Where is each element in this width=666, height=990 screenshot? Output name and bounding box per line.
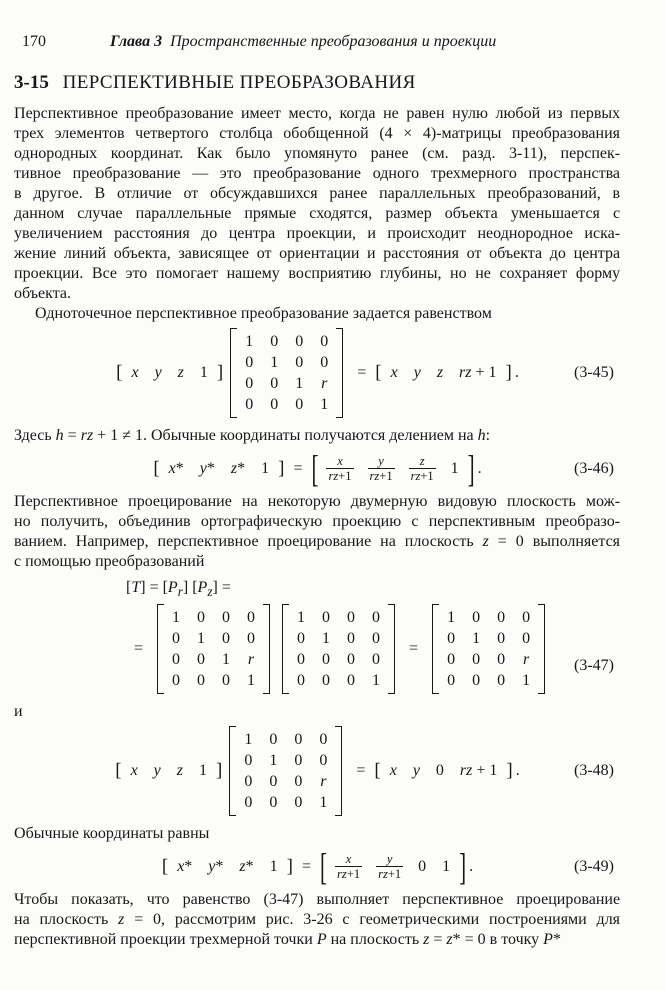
vector-cell: 1 [261, 460, 270, 477]
matrix-cell: 0 [347, 630, 356, 648]
matrix-cell: 0 [319, 731, 328, 749]
text-line: Перспективное проецирование на некоторую двумерную видовую плоскость мож- [14, 493, 621, 510]
matrix-cell: 0 [197, 672, 206, 690]
matrix-bracket-right [335, 726, 342, 816]
matrix-cell: 1 [322, 630, 331, 648]
text-line: объекта. [14, 285, 71, 302]
equals-sign: = [357, 364, 367, 381]
vector-cell: 0 [435, 762, 444, 780]
matrix-cell: 0 [447, 651, 456, 669]
equation-period: . [515, 762, 520, 780]
paragraph-and: и [14, 703, 23, 721]
equation-3-49 [14, 845, 620, 889]
matrix-cell: 0 [269, 773, 278, 791]
matrix-cell: 0 [247, 630, 256, 648]
matrix-cell: 0 [269, 794, 278, 812]
bracket: [ [375, 362, 382, 383]
matrix-cell: 0 [270, 333, 279, 350]
text-line: на плоскость z = 0, рассмотрим рис. 3-26 с геометрическими построениями для [14, 911, 621, 929]
matrix-cell: 0 [322, 672, 331, 690]
matrix-cell: 1 [247, 672, 256, 690]
text-line: данном случае параллельные прямые сходятся, размер объекта уменьшается с [14, 205, 621, 222]
row-vector-rhs [310, 447, 475, 491]
matrix-cell: 0 [347, 609, 356, 627]
matrix-cell: 0 [222, 630, 231, 648]
result-matrix [432, 604, 545, 694]
text-line: трех элементов четвертого столбца обобщенной (4 × 4)-матрицы преобразования [14, 125, 621, 142]
equation-period: . [477, 460, 482, 477]
matrix-cell: 0 [197, 609, 206, 627]
matrix-cell: r [247, 651, 255, 669]
matrix-cell: 0 [472, 651, 481, 669]
text-line: с помощью преобразований [14, 553, 205, 570]
subscript: z [207, 584, 213, 600]
matrix-cell: 0 [172, 630, 181, 648]
matrix-cell: 0 [319, 752, 328, 770]
vector-cell: x [390, 364, 398, 381]
equation-intro-line: $[T] = [P_r] [P_z]$ = [126, 579, 231, 600]
matrix-cell: 0 [295, 354, 304, 371]
chapter-header [110, 32, 496, 52]
matrix-cell: 1 [270, 354, 279, 371]
vector-cell: rz + 1 [459, 762, 498, 780]
matrix-grid [236, 726, 335, 816]
equation-label-3-46: (3-46) [574, 460, 614, 477]
matrix-cell: 0 [372, 630, 381, 648]
transformation-matrix [229, 726, 342, 816]
matrix-cell: 0 [244, 752, 253, 770]
matrix-cell: 1 [197, 630, 206, 648]
matrix-cell: 0 [245, 354, 254, 371]
matrix-cell: 0 [320, 333, 329, 350]
text-line: тивное преобразование — это преобразование одного трехмерного пространства [14, 165, 621, 182]
section-number: 3-15 [14, 72, 49, 93]
vector-cell: z [177, 364, 184, 381]
matrix-cell: 0 [522, 609, 531, 627]
bracket: ] [216, 362, 224, 383]
matrix-cell: 0 [247, 609, 256, 627]
matrix-cell: 0 [372, 609, 381, 627]
matrix-cell: 0 [497, 651, 506, 669]
text-line: Перспективное преобразование имеет место, когда не равен нулю любой из первых [14, 105, 621, 122]
vector-cell: rz + 1 [459, 364, 497, 381]
matrix-cell: 0 [197, 651, 206, 669]
text-line: проекции. Все это помогает нашему восприятию глубины, но не сохраняет форму [14, 265, 621, 282]
matrix-cell: 1 [522, 672, 531, 690]
bracket: ] [506, 760, 513, 782]
matrix-bracket-right [538, 604, 545, 694]
fraction: y rz+1 [369, 454, 393, 483]
page-number: 170 [22, 33, 46, 50]
matrix-cell: 0 [222, 672, 231, 690]
section-title: ПЕРСПЕКТИВНЫЕ ПРЕОБРАЗОВАНИЯ [62, 72, 416, 93]
vector-cell: x [131, 364, 139, 381]
matrix-grid [289, 604, 388, 694]
equation-label-3-49: (3-49) [574, 858, 614, 876]
matrix-cell: 0 [245, 396, 254, 413]
equation-matrix-line [126, 604, 620, 694]
matrix-grid [164, 604, 263, 694]
matrix-cell: 0 [295, 333, 304, 350]
vector-cell: z* [239, 858, 254, 876]
matrix-cell: 0 [522, 630, 531, 648]
matrix-cell: 1 [295, 375, 304, 392]
bracket: ] [459, 845, 467, 889]
row-vector-rhs [319, 845, 467, 889]
matrix-cell: 0 [172, 651, 181, 669]
matrix-cell: 0 [472, 609, 481, 627]
row-vector-rhs [374, 363, 513, 383]
matrix-cell: 1 [297, 609, 306, 627]
equation-label-3-48: (3-48) [574, 762, 614, 780]
matrix-bracket-left [282, 604, 289, 694]
equals-sign: = [293, 460, 303, 477]
equation-3-45 [14, 328, 620, 418]
matrix-cell: 0 [294, 752, 303, 770]
text-line: в другое. В отличие от обсуждавшихся ранее параллельных преобразований, в [14, 185, 621, 202]
matrix-cell: 0 [294, 794, 303, 812]
matrix-cell: 1 [245, 333, 254, 350]
matrix-cell: r [320, 773, 327, 791]
equation-3-47 [126, 578, 620, 694]
text-line: но получить, объединив ортографическую проекцию с перспективным преобразо- [14, 513, 621, 530]
fraction: y rz+1 [378, 852, 402, 882]
matrix-bracket-left [230, 328, 237, 418]
equals-sign: = [356, 762, 366, 780]
matrix-cell: 0 [297, 672, 306, 690]
bracket: ] [505, 362, 512, 383]
text-line: перспективной проекции трехмерной точки P на плоскость z = z* = 0 в точку P* [14, 931, 561, 949]
vector-cell: x [389, 762, 397, 780]
row-vector-lhs [115, 363, 224, 383]
matrix-cell: 1 [447, 609, 456, 627]
matrix-grid [237, 328, 336, 418]
vector-cell: y [153, 762, 161, 780]
equals-sign: = [134, 640, 144, 658]
matrix-cell: 0 [245, 375, 254, 392]
orthographic-matrix [282, 604, 395, 694]
matrix-cell: 1 [172, 609, 181, 627]
bracket: [ [116, 362, 123, 383]
vector-cell: x [130, 762, 138, 780]
equation-period: . [469, 858, 474, 876]
vector-cell: x* [168, 460, 184, 477]
text-line: ванием. Например, перспективное проецирование на плоскость z = 0 выполняется [14, 533, 621, 550]
matrix-cell: 0 [294, 731, 303, 749]
vector-cell: 1 [199, 364, 208, 381]
matrix-cell: 1 [269, 752, 278, 770]
vector-cell: z [176, 762, 184, 780]
chapter-title: Пространственные преобразования и проекции [170, 33, 497, 50]
fraction: x rz+1 [337, 852, 361, 882]
equation-label-3-47: (3-47) [574, 657, 614, 674]
equation-period: . [514, 364, 519, 381]
matrix-bracket-left [229, 726, 236, 816]
row-vector-lhs [161, 857, 294, 877]
matrix-cell: 1 [244, 731, 253, 749]
paragraph-projection [14, 492, 620, 572]
vector-cell: y* [208, 858, 224, 876]
vector-cell: 0 [418, 858, 427, 876]
bracket: [ [374, 760, 381, 782]
matrix-cell: 0 [347, 672, 356, 690]
matrix-cell: 1 [222, 651, 231, 669]
vector-cell: y* [199, 460, 215, 477]
section-heading [14, 71, 620, 95]
row-vector-lhs [152, 459, 285, 479]
bracket: ] [286, 856, 293, 878]
matrix-bracket-right [336, 328, 343, 418]
matrix-cell: 0 [244, 794, 253, 812]
bracket: ] [278, 458, 285, 479]
equation-3-48 [14, 726, 620, 816]
matrix-cell: 0 [447, 672, 456, 690]
bracket: ] [467, 447, 475, 491]
matrix-grid [439, 604, 538, 694]
paragraph-intro [14, 104, 620, 304]
matrix-cell: 0 [497, 609, 506, 627]
paragraph-to-show [14, 890, 620, 950]
equals-sign: = [301, 858, 311, 876]
matrix-cell: 0 [294, 773, 303, 791]
vector-cell: y [412, 762, 420, 780]
matrix-cell: 0 [297, 630, 306, 648]
matrix-cell: 0 [244, 773, 253, 791]
matrix-bracket-right [263, 604, 270, 694]
matrix-cell: 0 [472, 672, 481, 690]
bracket: [ [153, 458, 160, 479]
text-line: жение линий объекта, зависящее от ориентации и расстояния от объекта до центра [14, 245, 621, 262]
equation-label-3-45: (3-45) [574, 364, 614, 381]
fraction: z rz+1 [410, 454, 434, 483]
vector-cell: 1 [442, 858, 451, 876]
vector-cell: z* [230, 460, 246, 477]
matrix-cell: 0 [372, 651, 381, 669]
matrix-cell: 0 [295, 396, 304, 413]
matrix-cell: 1 [372, 672, 381, 690]
matrix-bracket-left [157, 604, 164, 694]
matrix-cell: r [321, 375, 328, 392]
bracket: [ [115, 760, 122, 782]
vector-cell: 1 [199, 762, 208, 780]
row-vector-lhs [114, 761, 223, 781]
text-line: Чтобы показать, что равенство (3-47) выполняет перспективное проецирование [14, 891, 621, 909]
row-vector-rhs [373, 761, 513, 781]
matrix-cell: 0 [322, 651, 331, 669]
paragraph-one-point: Одноточечное перспективное преобразование задается равенством [35, 305, 492, 322]
matrix-cell: 0 [172, 672, 181, 690]
bracket: [ [161, 856, 169, 878]
matrix-cell: 0 [270, 396, 279, 413]
paragraph-ordinary-coords: Обычные координаты равны [14, 825, 210, 843]
fraction: x rz+1 [328, 454, 352, 483]
matrix-cell: r [522, 651, 530, 669]
equals-sign: = [409, 640, 419, 658]
matrix-cell: 0 [347, 651, 356, 669]
running-header [14, 32, 620, 52]
subscript: r [177, 584, 183, 600]
matrix-cell: 1 [472, 630, 481, 648]
matrix-cell: 0 [269, 731, 278, 749]
vector-cell: y [413, 364, 421, 381]
matrix-bracket-right [388, 604, 395, 694]
vector-cell: 1 [450, 460, 459, 477]
matrix-cell: 0 [320, 354, 329, 371]
matrix-cell: 1 [320, 396, 329, 413]
matrix-bracket-left [432, 604, 439, 694]
matrix-cell: 0 [270, 375, 279, 392]
matrix-cell: 0 [222, 609, 231, 627]
vector-cell: z [436, 364, 444, 381]
paragraph-here-h: Здесь h = rz + 1 ≠ 1. Обычные координаты получаются делением на h: [14, 427, 491, 444]
equation-3-46 [14, 447, 620, 491]
matrix-cell: 0 [447, 630, 456, 648]
matrix-cell: 0 [297, 651, 306, 669]
perspective-matrix [157, 604, 270, 694]
vector-cell: 1 [269, 858, 278, 876]
text-line: однородных координат. Как было упомянуто ранее (см. разд. 3-11), перспек- [14, 145, 621, 162]
matrix-cell: 0 [497, 630, 506, 648]
chapter-number: Глава 3 [110, 33, 163, 50]
matrix-cell: 0 [322, 609, 331, 627]
text-line: увеличением расстояния до центра проекции, и происходит неоднородное иска- [14, 225, 621, 242]
vector-cell: x* [177, 858, 193, 876]
matrix-cell: 0 [497, 672, 506, 690]
bracket: [ [320, 845, 327, 889]
bracket: [ [311, 447, 319, 491]
vector-cell: y [154, 364, 162, 381]
bracket: ] [216, 760, 223, 782]
matrix-cell: 1 [319, 794, 328, 812]
transformation-matrix [230, 328, 343, 418]
